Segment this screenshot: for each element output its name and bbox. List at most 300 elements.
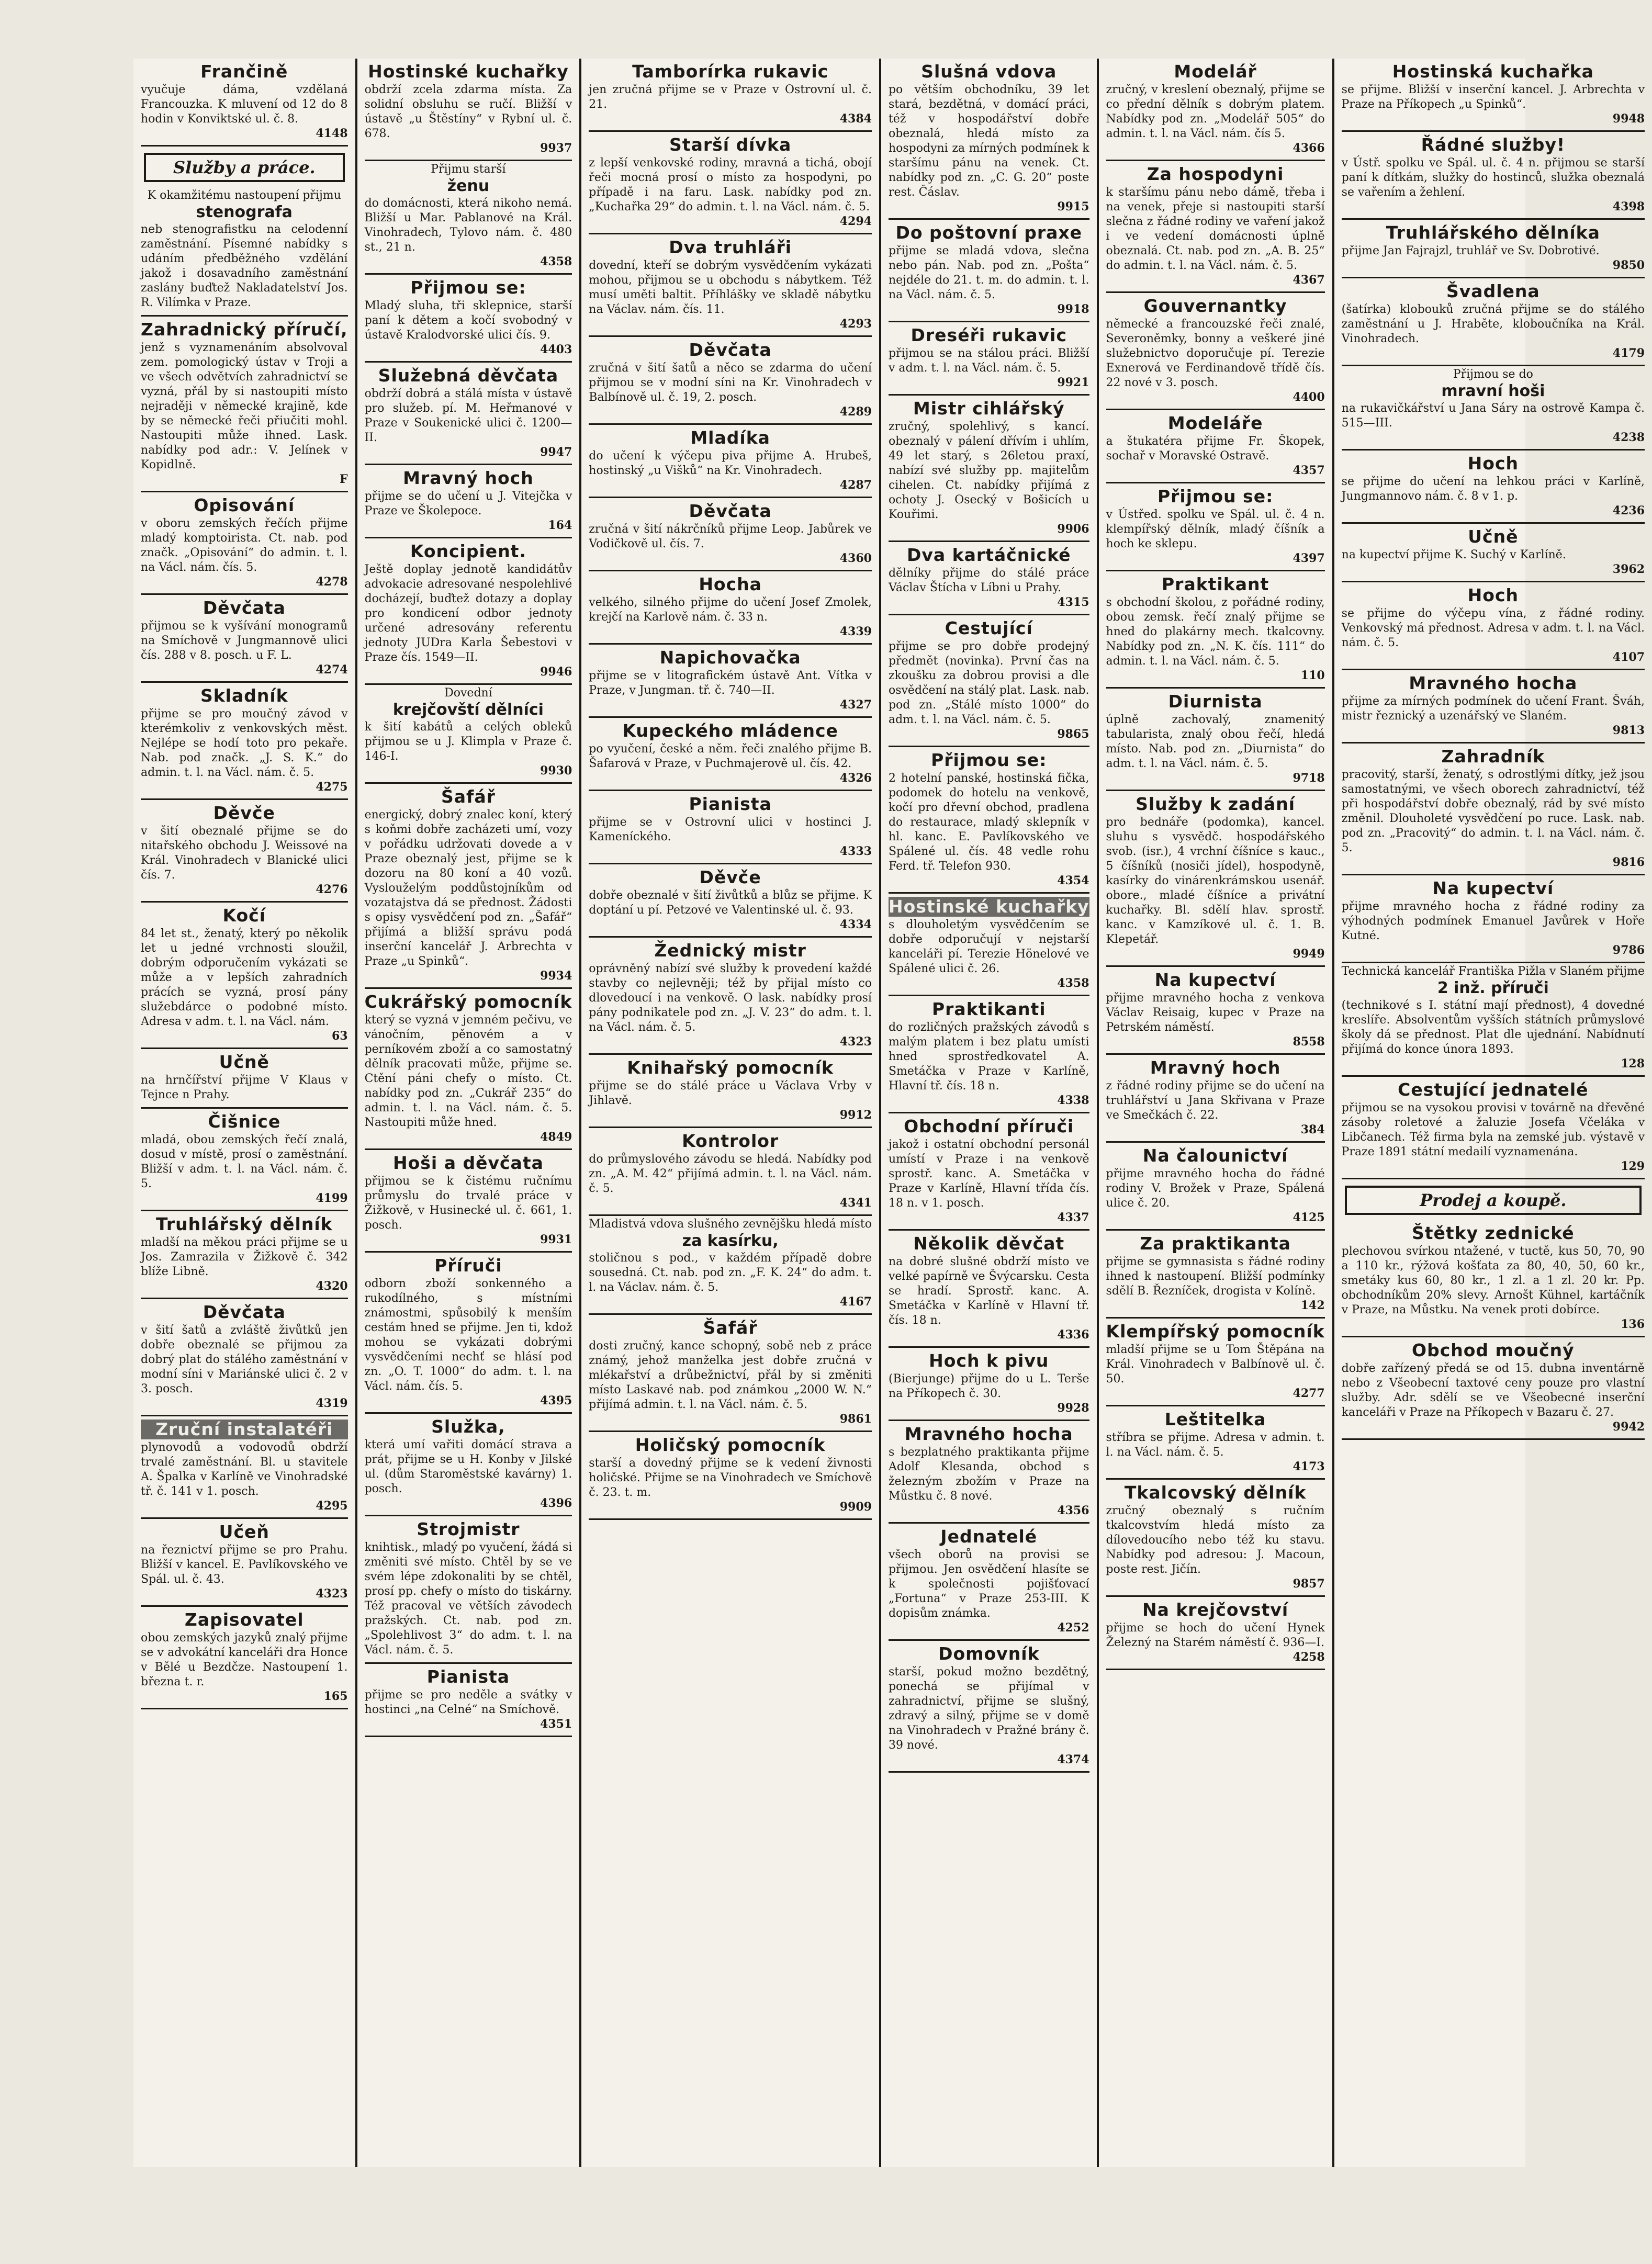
ad-heading: Hoši a děvčata — [392, 1153, 544, 1173]
ad-heading: Učně — [219, 1052, 269, 1072]
ad-heading: ženu — [447, 177, 490, 195]
ad-heading: Přijmou se: — [1157, 486, 1274, 506]
ad-number: 9857 — [1293, 1577, 1325, 1591]
ad-number: 110 — [1300, 669, 1325, 682]
ad-number: 4277 — [1293, 1387, 1325, 1400]
classified-ad — [889, 542, 1089, 615]
classified-ad — [1342, 875, 1645, 963]
classified-ad — [1106, 689, 1325, 791]
classified-ad — [1106, 410, 1325, 483]
ad-heading: Napichovačka — [659, 647, 801, 668]
ad-heading: Za praktikanta — [1140, 1233, 1291, 1254]
ad-text: s bezplatného praktikanta přijme Adolf Klesanda, obchod s železným zbožím v Praze na Můstku č. 8 nové. — [888, 1446, 1089, 1503]
ad-heading: Domovník — [938, 1643, 1040, 1664]
ad-heading: Děvčata — [203, 1302, 286, 1322]
ad-number: 4289 — [839, 405, 872, 419]
classified-ad — [589, 498, 872, 571]
ad-heading: Hoch — [1467, 453, 1519, 474]
ad-number: 9949 — [1293, 947, 1325, 961]
ad-number: 4278 — [316, 575, 348, 589]
classified-ad — [589, 59, 872, 132]
ad-number: 4294 — [839, 215, 872, 228]
ad-heading: Hocha — [699, 574, 762, 594]
ad-heading: Knihařský pomocník — [627, 1057, 834, 1078]
ad-number: 9948 — [1612, 112, 1645, 126]
ad-text: neb stenografistku na celodenní zaměstnání. Písemné nabídky s udáním předběžného vzdělání jakož i dosavadního zaměstnání zaslány buďtež Nakladatelství Jos. R. Vilímka v Praze. — [141, 223, 348, 309]
ad-number: 4358 — [1057, 976, 1089, 990]
ad-text: dobře obeznalé v šití živůtků a blůz se přijme. K doptání u pí. Petzové ve Valentinské ul. č. 93. — [589, 889, 872, 917]
ad-heading: Leštitelka — [1164, 1409, 1266, 1429]
classified-ad — [1106, 1597, 1325, 1670]
ad-text: obdrží dobrá a stálá místa v ústavě pro služeb. pí. M. Heřmanové v Praze v Soukenické ulici č. 1200—II. — [364, 387, 572, 444]
ad-text: mladší přijme se u Tom Štěpána na Král. Vinohradech v Balbínově ul. č. 50. — [1106, 1343, 1325, 1386]
ad-number: 4384 — [839, 112, 872, 126]
classified-ad — [889, 1113, 1089, 1231]
ad-heading: Hostinské kuchařky — [368, 61, 569, 82]
ad-number: 9816 — [1612, 855, 1645, 869]
ad-number: 9718 — [1293, 771, 1325, 785]
classified-ad — [589, 791, 872, 864]
ad-heading: Slušná vdova — [921, 61, 1057, 82]
ad-heading: Pianista — [426, 1666, 510, 1687]
ad-number: 4167 — [839, 1295, 872, 1309]
ad-text: obdrží zcela zdarma místa. Za solidní obsluhu se ručí. Bližší v ústavě „u Štěstíny“ v Rybní ul. č. 678. — [364, 83, 572, 140]
ad-heading: Strojmistr — [417, 1519, 520, 1539]
ad-text: úplně zachovalý, znamenitý tabularista, znalý obou řečí, hledá místo. Nab. pod zn. „Diurnista“ do adm. t. l. na Václ. nám. č. 5. — [1106, 713, 1325, 770]
ad-text: s dlouholetým vysvědčením se dobře odporučují v nejstarší kanceláři pí. Terezie Hönelové ve Spálené ulici č. 26. — [888, 918, 1089, 975]
classified-ad — [1106, 571, 1325, 689]
classified-ad — [141, 683, 348, 800]
ad-heading: Jednatelé — [940, 1526, 1038, 1547]
ad-number: 4236 — [1612, 504, 1645, 517]
ad-heading: Opisování — [194, 495, 295, 515]
classified-ad — [1106, 1406, 1325, 1480]
ad-number: 9850 — [1612, 258, 1645, 272]
ad-number: 4173 — [1293, 1460, 1325, 1473]
ad-text: se přijme do učení na lehkou práci v Karlíně, Jungmannovo nám. č. 8 v 1. p. — [1341, 475, 1645, 503]
classified-ad — [1342, 278, 1645, 366]
classified-ad — [1106, 1231, 1325, 1319]
ad-heading: Pianista — [689, 794, 772, 814]
classified-ad — [589, 1055, 872, 1128]
ad-heading: Příruči — [434, 1255, 502, 1276]
classified-ad — [589, 1315, 872, 1432]
ad-heading: Mravný hoch — [1150, 1057, 1281, 1078]
ad-heading: Obchod moučný — [1412, 1340, 1575, 1360]
ad-heading: Několik děvčat — [913, 1233, 1065, 1254]
ad-number: 9912 — [839, 1108, 872, 1122]
ad-number: 8558 — [1293, 1035, 1325, 1049]
classified-ad — [589, 938, 872, 1055]
ad-text: přijme Jan Fajrajzl, truhlář ve Sv. Dobrotivé. — [1341, 244, 1600, 257]
ad-number: 4351 — [540, 1717, 572, 1731]
ad-number: 9942 — [1612, 1420, 1645, 1434]
ad-number: 9930 — [540, 764, 572, 778]
ad-heading: Služby k zadání — [1136, 794, 1296, 814]
ad-text: která umí vařiti domácí strava a prát, přijme se u H. Konby v Jilské ul. (dům Staroměstské kavárny) 1. posch. — [364, 1438, 572, 1495]
ad-number: 4276 — [316, 883, 348, 896]
ad-heading: Zruční instalatéři — [141, 1420, 348, 1439]
classified-ad — [365, 161, 572, 275]
ad-heading: Obchodní příruči — [904, 1116, 1074, 1136]
ad-number: 4327 — [839, 698, 872, 712]
ad-number: 4360 — [839, 551, 872, 565]
classified-ad — [1106, 1143, 1325, 1231]
ad-text: přijme se pro neděle a svátky v hostinci „na Celné“ na Smíchově. — [364, 1688, 572, 1716]
ad-text: přijme za mírných podmínek do učení Frant. Šváh, mistr řeznický a uzenářský ve Slaném. — [1341, 695, 1645, 723]
column-6 — [1334, 59, 1652, 2167]
classified-ad — [889, 615, 1089, 747]
ad-text: na rukavičkářství u Jana Sáry na ostrově Kampa č. 515—III. — [1341, 402, 1645, 430]
ad-number: 4293 — [839, 317, 872, 331]
ad-text: jenž s vyznamenáním absolvoval zem. pomologický ústav v Troji a ve všech odvětvích zahradnictví se vyzná, přál by si nastoupiti místo nejraději v německé krajině, kde by se německé řeči přiučiti mohl. Nastoupiti může ihned. Lask. nabídky pod adr.: V. Jelínek v Kopidlně. — [141, 341, 348, 471]
classified-ad — [141, 1211, 348, 1299]
ad-heading: Čišnice — [208, 1111, 281, 1132]
ad-text: v Ústř. spolku ve Spál. ul. č. 4 n. přijmou se starší paní k dítkám, služky do hostinců, služka obeznalá se vařením a žehlení. — [1341, 156, 1645, 199]
classified-ad — [365, 275, 572, 363]
classified-ad — [141, 800, 348, 903]
classified-ad — [1342, 744, 1645, 875]
ad-text: přijme mravného hocha z venkova Václav Reisaig, kupec v Praze na Petrském náměstí. — [1106, 992, 1325, 1034]
ad-heading: Přijmou se: — [931, 750, 1047, 770]
ad-heading: Šafář — [441, 786, 496, 807]
ad-heading: Žednický mistr — [654, 940, 806, 961]
ad-number: 4258 — [1293, 1650, 1325, 1664]
classified-ad — [1342, 1220, 1645, 1337]
ad-number: 128 — [1621, 1057, 1645, 1071]
ad-number: 4398 — [1612, 200, 1645, 213]
ad-heading: Hoch — [1467, 585, 1519, 605]
classified-ad — [1342, 220, 1645, 278]
classified-ad — [365, 989, 572, 1150]
classified-ad — [1342, 366, 1645, 450]
classified-ad — [589, 234, 872, 337]
ad-number: 9915 — [1057, 200, 1089, 213]
ad-text: po větším obchodníku, 39 let stará, bezdětná, v domácí práci, též v hospodářství dobře obeznalá, hledá místo za hospodyni za mírných podmínek k staršímu pánu na venek. Ct. nabídky pod zn. „C. G. 20“ poste rest. Čáslav. — [888, 83, 1089, 199]
ad-text: který se vyzná v jemném pečivu, ve vánočním, pěnovém a v perníkovém zboží a co samostatný dělník pracovati může, přijme se. Ctění páni chefy o místo. Ct. nabídky pod zn. „Cukrář 235“ do admin. t. l. na Václ. nám. č. 5. Nastoupiti může hned. — [364, 1013, 572, 1129]
ad-heading: Na kupectví — [1154, 970, 1276, 990]
ad-number: 9934 — [540, 969, 572, 983]
ad-heading: Mravný hoch — [403, 468, 534, 488]
ad-number: 9946 — [540, 665, 572, 679]
ad-heading: Hostinská kuchařka — [1392, 61, 1594, 82]
ad-text: energický, dobrý znalec koní, který s koňmi dobře zacházeti umí, vozy v pořádku udržovati dovede a v Praze obeznalý jest, přijme se k dozoru na 80 koní a 40 vozů. Vyslouželým poddůstojníkům od vozatajstva dá se přednost. Žádosti s opisy vysvědčení pod zn. „Šafář“ přijímá a bližší správu podá inserční kancelář J. Arbrechta v Praze „u Spinků“. — [364, 808, 572, 968]
ad-number: 4403 — [540, 343, 572, 356]
ad-intro: K okamžitému nastoupení přijmu — [147, 189, 341, 202]
ad-number: 4320 — [316, 1279, 348, 1293]
classified-ad — [1342, 450, 1645, 524]
classified-ad — [141, 317, 348, 492]
ad-heading: Zapisovatel — [184, 1609, 304, 1630]
ad-text: zručný obeznalý s ručním tkalcovstvím hledá místo za dílovedoucího nebo též ku stavu. Nabídky pod adresou: J. Macoun, poste rest. Jičín. — [1106, 1504, 1325, 1576]
ad-number: 165 — [323, 1689, 348, 1703]
ad-text: vyučuje dáma, vzdělaná Francouzka. K mluvení od 12 do 8 hodin v Konviktské ul. č. 8. — [141, 83, 348, 126]
ad-heading: Modelář — [1174, 61, 1257, 82]
classified-ad — [589, 132, 872, 234]
ad-heading: Mladíka — [690, 427, 770, 448]
ad-heading: Za hospodyni — [1147, 164, 1284, 184]
classified-ad — [1106, 967, 1325, 1055]
ad-number: 4333 — [839, 844, 872, 858]
ad-number: 4849 — [540, 1130, 572, 1144]
ad-heading: Cukrářský pomocník — [364, 992, 572, 1012]
ad-text: a štukatéra přijme Fr. Škopek, sochař v Moravské Ostravě. — [1106, 435, 1325, 463]
ad-number: 4356 — [1057, 1504, 1089, 1517]
ad-number: 4339 — [839, 625, 872, 638]
ad-number: 4238 — [1612, 431, 1645, 444]
classified-ad — [365, 465, 572, 538]
classified-ad — [365, 685, 572, 784]
ad-text: do průmyslového závodu se hledá. Nabídky pod zn. „A. M. 42“ přijímá admin. t. l. na Václ. nám. č. 5. — [589, 1153, 872, 1195]
ad-text: obou zemských jazyků znalý přijme se v advokátní kanceláři dra Honce v Bělé u Bezdčze. Nastoupení 1. března t. r. — [141, 1631, 348, 1688]
classified-ad — [1106, 1480, 1325, 1597]
ad-heading: Učně — [1468, 526, 1519, 547]
ad-text: po vyučení, české a něm. řeči znalého přijme B. Šafarová v Praze, v Puchmajerově ul. čís. 42. — [589, 742, 872, 770]
classified-ad — [141, 187, 348, 317]
ad-heading: Zahradnický příručí, — [141, 319, 348, 340]
ad-text: 84 let st., ženatý, který po několik let u jedné vrchnosti sloužil, dobrým odporučením vykázati se může a v lepších zahradních prácích se vyzná, prosí pány služebdárce o podobné místo. Adresa v adm. t. l. na Václ. nám. — [141, 927, 348, 1028]
ad-text: zručná v šití nákrčníků přijme Leop. Jabůrek ve Vodičkově ul. čís. 7. — [589, 523, 872, 550]
classified-ad — [1106, 791, 1325, 967]
ad-text: do domácnosti, která nikoho nemá. Bližší u Mar. Pablanové na Král. Vinohradech, Tylovo nám. č. 480 st., 21 n. — [364, 197, 572, 254]
classified-ad — [889, 1641, 1089, 1773]
ad-heading: Děvčata — [203, 598, 286, 618]
classified-ad — [141, 492, 348, 595]
column-2 — [357, 59, 582, 2167]
ad-number: 9931 — [540, 1233, 572, 1246]
classified-ad — [141, 595, 348, 683]
ad-text: přijme mravného hocha do řádné rodiny V. Brožek v Praze, Spálená ulice č. 20. — [1106, 1167, 1325, 1210]
ad-number: 4397 — [1293, 551, 1325, 565]
ad-number: 384 — [1300, 1123, 1325, 1136]
ad-text: přijme se v litografickém ústavě Ant. Vítka v Praze, v Jungman. tř. č. 740—II. — [589, 669, 872, 697]
classified-ad — [589, 571, 872, 645]
ad-heading: Diurnista — [1168, 691, 1263, 712]
section-banner: Služby a práce. — [144, 153, 345, 182]
ad-intro: Mladistvá vdova slušného zevnějšku hledá místo — [589, 1218, 872, 1231]
classified-ad — [589, 337, 872, 425]
ad-text: na dobré slušné obdrží místo ve velké papírně ve Švýcarsku. Cesta se hradí. Sprostř. kanc. A. Smetáčka v Karlíně v Hlavní tř. čís. 18 n. — [888, 1255, 1089, 1327]
ad-text: (Bierjunge) přijme do u L. Terše na Příkopech č. 30. — [888, 1372, 1089, 1400]
classified-ad — [141, 1109, 348, 1211]
classified-ad — [365, 784, 572, 989]
ad-text: Mladý sluha, tři sklepnice, starší paní k dětem a kočí svobodný v ústavě Kralodvorské ulici čís. 9. — [364, 299, 572, 342]
column-3 — [581, 59, 881, 2167]
ad-heading: Praktikant — [1161, 574, 1269, 594]
ad-text: zručný, v kreslení obeznalý, přijme se co přední dělník s dobrým platem. Nabídky pod zn. „Modelář 505“ do admin. t. l. na Václ. nám. čís 5. — [1106, 83, 1325, 140]
ad-text: se přijme do výčepu vína, z řádné rodiny. Venkovský má přednost. Adresa v adm. t. l. na Václ. nám. č. 5. — [1341, 607, 1645, 649]
classified-ad — [889, 894, 1089, 996]
ad-heading: Holičský pomocník — [635, 1435, 826, 1455]
ad-number: 4336 — [1057, 1328, 1089, 1342]
classified-ad — [1342, 1337, 1645, 1440]
ad-text: dělníky přijme do stálé práce Václav Štícha v Líbni u Prahy. — [888, 567, 1089, 594]
ad-number: 9813 — [1612, 724, 1645, 737]
classified-ad — [365, 538, 572, 685]
classified-ad — [365, 363, 572, 465]
ad-intro: Přijmou se do — [1453, 368, 1533, 381]
ad-text: v Ústřed. spolku ve Spál. ul. č. 4 n. klempířský dělník, mladý číšník a hoch ke sklepu. — [1106, 508, 1325, 550]
classified-ad — [1106, 293, 1325, 410]
classified-ad — [1342, 582, 1645, 670]
ad-text: přijme se v Ostrovní ulici v hostinci J. Kameníckého. — [589, 816, 872, 843]
ad-number: 4295 — [316, 1499, 348, 1513]
classified-ad — [365, 1150, 572, 1253]
classified-ad — [589, 718, 872, 791]
section-banner: Prodej a koupě. — [1345, 1186, 1642, 1215]
classified-ad — [889, 396, 1089, 542]
classified-ad — [1106, 59, 1325, 161]
ad-number: 4107 — [1612, 650, 1645, 664]
ad-number: 4274 — [316, 663, 348, 677]
ad-text: knihtisk., mladý po vyučení, žádá si změniti své místo. Chtěl by se ve svém lépe zdokonaliti by se chtěl, prosí pp. chefy o místo do tiskárny. Též pracoval ve větších závodech pražských. Ct. nab. pod zn. „Spolehlivost 3“ do adm. t. l. na Václ. nám. č. 5. — [364, 1541, 572, 1657]
classified-ad — [1342, 670, 1645, 744]
ad-text: mladší na měkou práci přijme se u Jos. Zamrazila v Žižkově č. 342 blíže Libně. — [141, 1236, 348, 1278]
column-5 — [1099, 59, 1334, 2167]
ad-heading: Na krejčovství — [1142, 1600, 1289, 1620]
ad-number: 9947 — [540, 445, 572, 459]
ad-heading: Děvče — [699, 867, 761, 887]
ad-text: Ještě doplay jednotě kandidátův advokacie adresované nespolehlivé docházejí, buďtež dotazy a doplay pro kondicení odbor jednoty určené adresovány referentu jednoty JUDra Karla Šebestovi v Praze čís. 1549—II. — [364, 563, 572, 664]
ad-text: v oboru zemských řečích přijme mladý komptoirista. Ct. nab. pod značk. „Opisování“ do admin. t. l. na Václ. nám. čís. 5. — [141, 517, 348, 574]
ad-text: k šití kabátů a celých obleků přijmou se u J. Klimpla v Praze č. 146-I. — [364, 720, 572, 763]
ad-number: 63 — [331, 1029, 348, 1043]
ad-number: 9918 — [1057, 302, 1089, 316]
ad-text: německé a francouzské řeči znalé, Severoněmky, bonny a veškeré jiné služebnictvo doporučuje pí. Terezie Exnerová ve Ferdinandově třídě čís. 22 nové v 3. posch. — [1106, 318, 1325, 389]
ad-text: starší a dovedný přijme se k vedení živnosti holičské. Přijme se na Vinohradech ve Smíchově č. 23. t. m. — [589, 1457, 872, 1499]
ad-text: starší, pokud možno bezdětný, ponechá se přijímal v zahradnictví, přijme se slušný, zdravý a silný, přijme se v domě na Vinohradech v Pražné brány č. 39 nové. — [888, 1665, 1089, 1752]
classified-ad — [1106, 1319, 1325, 1406]
ad-number: 129 — [1621, 1159, 1645, 1173]
ad-text: velkého, silného přijme do učení Josef Zmolek, krejčí na Karlově nám. č. 33 n. — [589, 596, 872, 624]
ad-heading: 2 inž. příruči — [1437, 979, 1549, 997]
ad-text: dosti zručný, kance schopný, sobě neb z práce známý, jehož manželka jest dobře zručná v mlékařství a drůbežnictví, přál by si změniti místo Laskavé nab. pod známkou „2000 W. N.“ přijímá admin. t. l. na Václ. nám. č. 5. — [589, 1339, 872, 1411]
ad-number: 9921 — [1057, 376, 1089, 389]
ad-intro: Přijmu starší — [431, 163, 506, 176]
ad-heading: Modeláře — [1167, 413, 1263, 433]
classified-ad — [889, 1348, 1089, 1421]
ad-text: plynovodů a vodovodů obdrží trvalé zaměstnání. Bl. u stavitele A. Špalka v Karlíně ve Vinohradské tř. č. 141 v 1. posch. — [141, 1441, 348, 1498]
ad-text: 2 hotelní panské, hostinská fička, podomek do hotelu na venkově, kočí pro dřevní obchod, pradlena do restaurace, mladý sklepník v hl. kanc. E. Pavlíkovského ve Spálené ul. čís. 48 vedle rohu Ferd. tř. Telefon 930. — [888, 772, 1089, 873]
ad-number: 4400 — [1293, 390, 1325, 404]
ad-number: 9937 — [540, 141, 572, 155]
ad-text: jakož i ostatní obchodní personál umístí v Praze i na venkově sprostř. kanc. A. Smetáčka v Praze v Karlíně, Hlavní třída čís. 18 n. v 1. posch. — [888, 1138, 1089, 1210]
classified-ad — [889, 747, 1089, 894]
ad-number: 4374 — [1057, 1753, 1089, 1766]
ad-intro: Dovední — [444, 686, 492, 700]
classified-ad — [589, 1216, 872, 1315]
ad-number: 142 — [1300, 1299, 1325, 1312]
ad-heading: Šafář — [703, 1317, 758, 1338]
ad-heading: Dva kartáčnické — [906, 545, 1071, 565]
column-1 — [133, 59, 357, 2167]
ad-text: přijme mravného hocha z řádné rodiny za výhodných podmínek Emanuel Javůrek v Hoře Kutné. — [1341, 900, 1645, 942]
ad-heading: Gouvernantky — [1143, 296, 1287, 316]
classified-ad — [141, 1607, 348, 1709]
ad-number: 4319 — [316, 1396, 348, 1410]
classified-ad — [1342, 132, 1645, 220]
ad-heading: Tamborírka rukavic — [632, 61, 829, 82]
classified-ad — [365, 1664, 572, 1737]
ad-number: 9909 — [839, 1500, 872, 1514]
ad-text: pro bednáře (podomka), kancel. sluhu s vysvědč. hospodářského svob. (isr.), 4 vrchní číšníce s kauc., 5 číšníků (nosiči jídel), hospodyně, kasírky do vinárenkrámskou usenář. obore., mladé číšníce a privátní kuchařky. Bl. sdělí hlav. sprostř. kanc. v Kamzíkové ul. č. 1. B. Klepetář. — [1106, 816, 1325, 946]
classified-ad — [889, 322, 1089, 396]
ad-text: dovední, kteří se dobrým vysvědčením vykázati mohou, přijmou se u obchodu s nábytkem. Též musí uměti baltit. Příhlášky ve skladě nábytku na Václav. nám. čís. 11. — [589, 259, 872, 316]
classified-ad — [589, 864, 872, 938]
ad-heading: Truhlářského dělníka — [1386, 222, 1600, 243]
ad-text: (technikové s I. státní mají přednost), 4 dovedné kreslíře. Absolventům vyšších státních průmyslové školy dá se přednost. Plat dle ujednání. Nabídnutí přijímá do konce února 1893. — [1341, 999, 1645, 1056]
ad-heading: Mravného hocha — [904, 1424, 1073, 1444]
ad-heading: Mistr cihlářský — [913, 398, 1065, 419]
ad-number: 4179 — [1612, 346, 1645, 360]
ad-number: 4323 — [839, 1035, 872, 1049]
classified-ad — [365, 1516, 572, 1664]
ad-text: na kupectví přijme K. Suchý v Karlíně. — [1341, 548, 1566, 561]
ad-text: z řádné rodiny přijme se do učení na truhlářství u Jana Skřivana v Praze ve Smečkách č. 22. — [1106, 1079, 1325, 1122]
classified-ad — [1342, 59, 1645, 132]
classified-ad — [889, 220, 1089, 322]
ad-heading: Frančině — [200, 61, 288, 82]
ad-heading: Praktikanti — [931, 999, 1046, 1019]
ad-text: stoličnou s pod., v každém případě dobre sousedná. Ct. nab. pod zn. „F. K. 24“ do adm. t. l. na Václav. nám. č. 5. — [589, 1252, 872, 1294]
ad-number: 9928 — [1057, 1401, 1089, 1415]
ad-text: do rozličných pražských závodů s malým platem i bez platu umísti hned sprostředkovatel A. Smetáčka v Praze v Karlíně, Hlavní tř. čís. 18 n. — [888, 1021, 1089, 1092]
ad-heading: krejčovští dělníci — [392, 701, 544, 719]
ad-heading: stenografa — [196, 203, 293, 221]
ad-text: v šití šatů a zvláště živůtků jen dobře obeznalé se přijmou za dobrý plat do stálého zaměstnání v modní síni v Mariánské ulici č. 2 v 3. posch. — [141, 1324, 348, 1395]
ad-number: 4326 — [839, 771, 872, 785]
ad-number: 3962 — [1612, 562, 1645, 576]
ad-heading: Na čalounictví — [1142, 1145, 1288, 1166]
ad-heading: Dreséři rukavic — [911, 325, 1067, 345]
ad-number: 4354 — [1057, 874, 1089, 887]
classified-ad — [1106, 1055, 1325, 1143]
ad-number: 9861 — [839, 1412, 872, 1426]
ad-text: k staršímu pánu nebo dámě, třeba i na venek, přeje si nastoupiti starší slečna z řádné rodiny ve vaření jakož i ve vedení domácnosti úplně obeznalá. Ct. nab. pod zn. „A. B. 25“ do admin. t. l. na Václ. nám. č. 5. — [1106, 186, 1325, 272]
ad-text: přijmou se k čistému ručnímu průmyslu do trvalé práce v Žižkově, v Husinecké ul. č. 661, 1. posch. — [364, 1175, 572, 1232]
ad-number: 4334 — [839, 918, 872, 931]
ad-text: přijme se pro dobře prodejný předmět (novinka). První čas na zkoušku za dobrou provisi a dle osvědčení na stálý plat. Lask. nab. pod zn. „Stálé místo 1000“ do adm. t. l. na Václ. nám. č. 5. — [888, 640, 1089, 726]
ad-text: (šatírka) klobouků zručná přijme se do stálého zaměstnání u J. Hraběte, kloboučníka na Král. Vinohradech. — [1341, 303, 1645, 345]
ad-heading: Mravného hocha — [1409, 673, 1578, 693]
ad-number: F — [339, 472, 348, 486]
ad-number: 4395 — [540, 1394, 572, 1407]
ad-heading: Kupeckého mládence — [622, 720, 838, 741]
ad-number: 4337 — [1057, 1211, 1089, 1224]
ad-number: 4338 — [1057, 1094, 1089, 1107]
ad-number: 4199 — [316, 1191, 348, 1205]
classified-ad — [589, 645, 872, 718]
ad-number: 4367 — [1293, 273, 1325, 287]
ad-heading: Štětky zednické — [1412, 1223, 1575, 1243]
newspaper-page — [133, 59, 1645, 2167]
ad-heading: Učeň — [219, 1522, 269, 1542]
classified-ad — [1106, 161, 1325, 293]
ad-text: stříbra se přijme. Adresa v admin. t. l. na Václ. nám. č. 5. — [1106, 1431, 1325, 1459]
ad-text: přijmou se k vyšívání monogramů na Smíchově v Jungmannově ulici čís. 288 v 8. posch. u F. L. — [141, 619, 348, 662]
ad-heading: Hoch k pivu — [929, 1350, 1049, 1371]
ad-text: přijmou se na stálou práci. Bližší v adm. t. l. na Václ. nám. č. 5. — [888, 347, 1089, 375]
classified-columns — [133, 59, 1645, 2167]
classified-ad — [889, 59, 1089, 220]
classified-ad — [1106, 483, 1325, 571]
ad-text: se přijme. Bližší v inserční kancel. J. Arbrechta v Praze na Příkopech „u Spinků“. — [1341, 83, 1645, 111]
ad-heading: Děvčata — [689, 340, 772, 360]
ad-heading: Tkalcovský dělník — [1124, 1482, 1307, 1503]
ad-intro: Technická kancelář Františka Pižla v Slaném přijme — [1341, 965, 1645, 978]
classified-ad — [1342, 963, 1645, 1077]
ad-number: 9906 — [1057, 522, 1089, 536]
